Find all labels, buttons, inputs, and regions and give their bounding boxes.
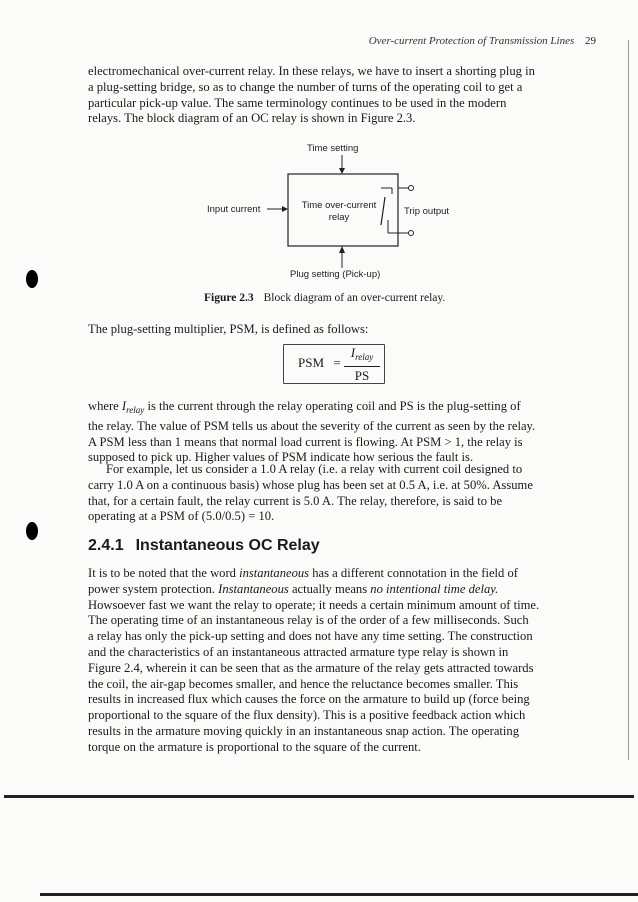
section-title: Instantaneous OC Relay	[135, 537, 320, 554]
text-line: a relay has only the pick-up setting and does not have any time setting. The construction	[88, 629, 533, 644]
text-line: and the characteristics of an instantaneous attracted armature type relay is shown in	[88, 644, 509, 659]
text-line: A PSM less than 1 means that normal load current is flowing. At PSM > 1, the relay is	[88, 434, 523, 449]
page-number: 29	[585, 35, 596, 47]
time-setting-label: Time setting	[307, 143, 359, 154]
input-current-arrowhead	[282, 206, 288, 212]
text-line: electromechanical over-current relay. In these relays, we have to insert a shorting plug in	[88, 64, 535, 78]
text-run: power system protection.	[88, 581, 215, 596]
input-current-label: Input current	[207, 204, 261, 215]
text-run: has a different connotation in the field of	[312, 566, 518, 580]
text-line: the coil, the air-gap becomes smaller, and hence the reluctance becomes smaller. This	[88, 676, 519, 691]
text-line: Figure 2.4, wherein it can be seen that as the armature of the relay gets attracted towards	[88, 660, 534, 675]
text-line: particular pick-up value. The same terminology continues to be used in the modern	[88, 95, 507, 110]
scan-rule	[4, 795, 634, 798]
emphasis-no-delay: no intentional time delay.	[370, 581, 499, 596]
formula-i-symbol: I	[350, 345, 356, 360]
formula-numerator	[344, 344, 380, 367]
time-setting-arrowhead	[339, 168, 345, 174]
i-relay-symbol: I	[121, 399, 127, 413]
paragraph-example	[88, 462, 593, 525]
section-number: 2.4.1	[88, 537, 124, 554]
block-diagram-lines	[0, 0, 638, 300]
relay-box	[288, 174, 398, 246]
text-line: For example, let us consider a 1.0 A relay (i.e. a relay with current coil designed to	[106, 462, 523, 476]
text-line: torque on the armature is proportional to the square of the current.	[88, 739, 421, 754]
text-line	[88, 582, 593, 598]
running-title: Over-current Protection of Transmission Lines	[368, 35, 575, 47]
text-run: It is to be noted that the word	[88, 566, 236, 580]
scan-rule	[40, 893, 638, 896]
text-line: operating at a PSM of (5.0/0.5) = 10.	[88, 509, 275, 524]
figure-caption-text: Block diagram of an over-current relay.	[263, 292, 446, 304]
relay-block-line: Time over-current	[301, 200, 377, 211]
contact-terminal-top	[409, 186, 414, 191]
text-line: the relay. The value of PSM tells us about the severity of the current as seen by the relay.	[88, 418, 536, 433]
plug-setting-label: Plug setting (Pick-up)	[290, 269, 381, 280]
text-line: carry 1.0 A on a continuous basis) whose plug has been set at 0.5 A, i.e. at 50%. Assume	[88, 477, 533, 492]
text-line: proportional to the square of the flux density). This is a positive feedback action which	[88, 708, 526, 723]
binding-hole	[26, 522, 38, 540]
psm-intro: The plug-setting multiplier, PSM, is defined as follows:	[88, 322, 369, 336]
text-line: that, for a certain fault, the relay current is 5.0 A. The relay, therefore, is said to be	[88, 493, 503, 508]
text-line: supposed to pick up. Higher values of PSM indicate how serious the fault is.	[88, 450, 474, 465]
text-line: results in increased flux which causes the force on the armature to build up (force being	[88, 692, 530, 707]
formula-subscript: relay	[355, 352, 374, 362]
where-rest: is the current through the relay operating coil and PS is the plug-setting of	[147, 399, 521, 413]
section-heading	[88, 537, 320, 555]
binding-hole	[26, 270, 38, 288]
contact-terminal-bottom	[409, 231, 414, 236]
i-relay-subscript: relay	[126, 405, 145, 415]
emphasis-instantaneous: instantaneous	[239, 566, 310, 580]
text-line: The operating time of an instantaneous relay is of the order of a few milliseconds. Such	[88, 613, 529, 628]
paragraph-instantaneous	[88, 566, 593, 756]
contact-blade	[381, 197, 385, 225]
formula-denominator: PS	[354, 368, 370, 383]
emphasis-instantaneous: Instantaneous	[218, 581, 289, 596]
text-run: actually means	[291, 581, 368, 596]
text-line	[88, 399, 593, 419]
text-line: results in the armature moving quickly in an instantaneous snap action. The operating	[88, 723, 519, 738]
formula-fraction	[344, 344, 380, 384]
text-line: a plug-setting bridge, so as to change the number of turns of the operating coil to get a	[88, 79, 523, 94]
figure-caption-label: Figure 2.3	[204, 292, 254, 304]
text-line: relays. The block diagram of an OC relay is shown in Figure 2.3.	[88, 111, 416, 126]
figure-caption	[204, 292, 445, 304]
formula-lhs	[298, 355, 341, 371]
formula-equals: =	[333, 355, 341, 370]
plug-setting-arrowhead	[339, 246, 345, 253]
text-line: Howsoever fast we want the relay to operate; it needs a certain minimum amount of time.	[88, 597, 540, 612]
scan-edge	[628, 40, 629, 760]
where-word: where	[88, 399, 119, 413]
paragraph-where	[88, 399, 593, 466]
formula-psm: PSM	[298, 355, 325, 370]
trip-output-label: Trip output	[404, 206, 450, 217]
text-line	[88, 566, 593, 582]
relay-block-line: relay	[328, 212, 350, 223]
